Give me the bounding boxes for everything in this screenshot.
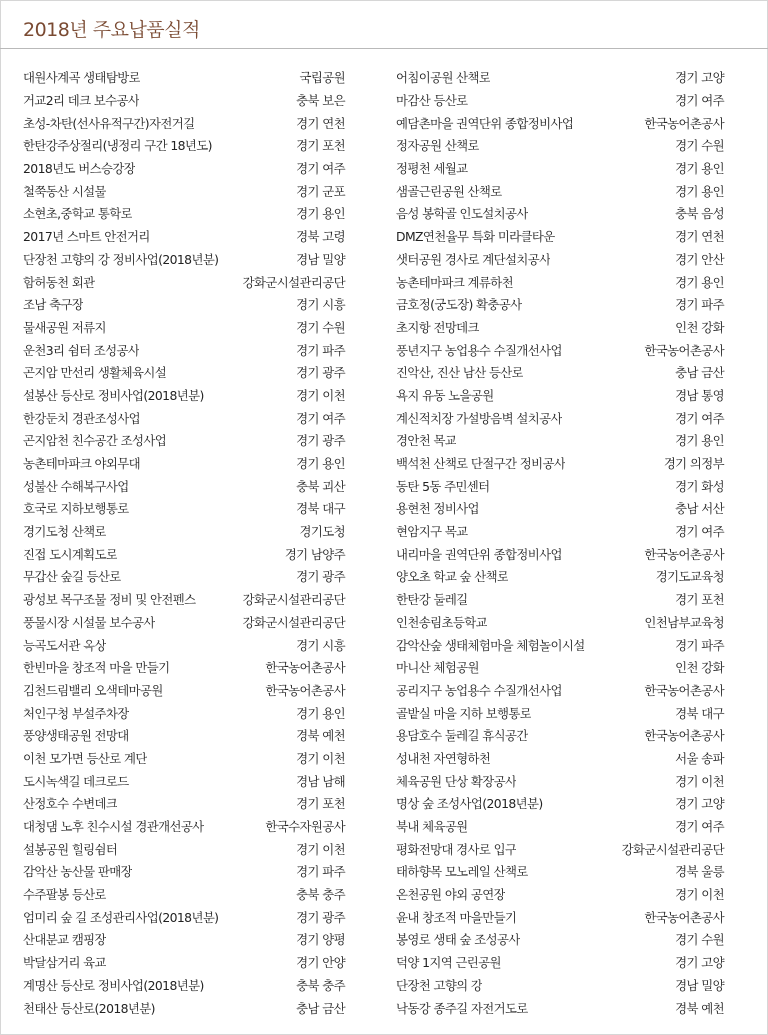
list-item <box>23 701 345 724</box>
list-item <box>396 225 724 248</box>
project-location: 경북 대구 <box>296 501 345 517</box>
list-item <box>23 384 345 407</box>
project-location: 경기 용인 <box>675 274 724 290</box>
project-name: 평화전망대 경사로 입구 <box>396 841 517 857</box>
project-name: 단장천 고향의 강 <box>396 977 483 993</box>
project-location: 경기도청 <box>299 524 345 540</box>
list-item <box>396 429 724 452</box>
project-name: 동탄 5동 주민센터 <box>396 478 490 494</box>
project-name: 산대분교 캠핑장 <box>23 932 106 948</box>
project-name: 계명산 등산로 정비사업(2018년분) <box>23 977 204 993</box>
list-item <box>23 974 345 997</box>
project-location: 충남 금산 <box>675 365 724 381</box>
project-name: 태하향목 모노레일 산책로 <box>396 864 528 880</box>
list-item <box>23 89 345 112</box>
project-name: 감악산숲 생태체험마을 체험놀이시설 <box>396 637 585 653</box>
list-item <box>23 225 345 248</box>
project-name: 경안천 목교 <box>396 433 457 449</box>
project-location: 경기 시흥 <box>296 637 345 653</box>
project-location: 경기 광주 <box>296 365 345 381</box>
list-item <box>396 656 724 679</box>
project-name: 광성보 목구조물 정비 및 안전펜스 <box>23 592 196 608</box>
project-location: 충북 충주 <box>296 887 345 903</box>
list-item <box>23 497 345 520</box>
list-item <box>23 860 345 883</box>
list-item <box>396 474 724 497</box>
project-location: 충남 서산 <box>675 501 724 517</box>
title-divider <box>0 48 768 49</box>
project-location: 강화군시설관리공단 <box>242 592 345 608</box>
project-location: 경기 포천 <box>296 138 345 154</box>
project-name: 계신적치장 가설방음벽 설치공사 <box>396 410 562 426</box>
list-item <box>23 179 345 202</box>
list-item <box>396 157 724 180</box>
project-name: 풍물시장 시설물 보수공사 <box>23 614 155 630</box>
project-name: 한강둔치 경관조성사업 <box>23 410 141 426</box>
project-name: 농촌테마파크 야외무대 <box>23 456 141 472</box>
project-location: 경북 예천 <box>296 728 345 744</box>
project-name: 대원사계곡 생태탐방로 <box>23 70 141 86</box>
project-location: 경기 의정부 <box>663 456 724 472</box>
project-name: 호국로 지하보행통로 <box>23 501 129 517</box>
list-item <box>23 474 345 497</box>
list-item <box>396 701 724 724</box>
project-location: 경기 파주 <box>675 637 724 653</box>
project-location: 경기 화성 <box>675 478 724 494</box>
project-location: 경기 이천 <box>296 387 345 403</box>
list-item <box>396 338 724 361</box>
project-location: 국립공원 <box>299 70 345 86</box>
project-location: 경기 여주 <box>675 524 724 540</box>
project-location: 경기 광주 <box>296 909 345 925</box>
project-location: 경기 이천 <box>675 887 724 903</box>
list-item <box>23 202 345 225</box>
project-name: 정평천 세월교 <box>396 161 468 177</box>
project-location: 경기 양평 <box>296 932 345 948</box>
project-name: 어침이공원 산책로 <box>396 70 491 86</box>
list-item <box>396 724 724 747</box>
list-item <box>396 406 724 429</box>
project-location: 경기 여주 <box>675 410 724 426</box>
project-name: 마감산 등산로 <box>396 93 468 109</box>
list-item <box>396 89 724 112</box>
project-location: 경기 용인 <box>296 705 345 721</box>
project-location: 경기 남양주 <box>284 546 345 562</box>
project-location: 강화군시설관리공단 <box>242 614 345 630</box>
project-location: 한국농어촌공사 <box>644 115 724 131</box>
project-name: 백석천 산책로 단절구간 정비공사 <box>396 456 566 472</box>
list-item <box>23 293 345 316</box>
project-location: 경북 울릉 <box>675 864 724 880</box>
list-item <box>23 905 345 928</box>
list-item <box>396 974 724 997</box>
project-location: 경기 여주 <box>675 819 724 835</box>
project-location: 경기 수원 <box>675 138 724 154</box>
project-name: 정자공원 산책로 <box>396 138 479 154</box>
project-location: 경기 군포 <box>296 183 345 199</box>
list-item <box>23 611 345 634</box>
list-item <box>396 611 724 634</box>
project-location: 경기도교육청 <box>655 569 724 585</box>
list-item <box>396 384 724 407</box>
project-name: 이천 모가면 등산로 계단 <box>23 750 147 766</box>
project-location: 경기 여주 <box>675 93 724 109</box>
project-name: 설봉공원 힐링쉼터 <box>23 841 118 857</box>
list-item <box>23 837 345 860</box>
list-item <box>23 111 345 134</box>
project-name: 성내천 자연형하천 <box>396 750 491 766</box>
project-name: 풍년지구 농업용수 수질개선사업 <box>396 342 562 358</box>
project-location: 경기 여주 <box>296 410 345 426</box>
list-item <box>396 452 724 475</box>
list-item <box>23 792 345 815</box>
project-name: DMZ연천율무 특화 미라클타운 <box>396 229 555 245</box>
project-location: 충북 보은 <box>296 93 345 109</box>
project-location: 한국농어촌공사 <box>644 682 724 698</box>
project-name: 무갑산 숲길 등산로 <box>23 569 121 585</box>
project-location: 경기 고양 <box>675 70 724 86</box>
project-location: 강화군시설관리공단 <box>242 274 345 290</box>
project-location: 경남 통영 <box>675 387 724 403</box>
project-location: 경기 파주 <box>296 342 345 358</box>
list-item <box>396 134 724 157</box>
project-location: 경기 연천 <box>296 115 345 131</box>
list-item <box>396 747 724 770</box>
project-name: 수주팔봉 등산로 <box>23 887 106 903</box>
list-item <box>396 996 724 1019</box>
project-name: 한탄강 둘레길 <box>396 592 468 608</box>
project-name: 거교2리 데크 보수공사 <box>23 93 140 109</box>
project-name: 운천3리 쉼터 조성공사 <box>23 342 140 358</box>
project-name: 곤지암 만선리 생활체육시설 <box>23 365 167 381</box>
page-title: 2018년 주요납품실적 <box>23 19 200 41</box>
project-name: 온천공원 야외 공연장 <box>396 887 506 903</box>
list-item <box>396 497 724 520</box>
project-name: 엄미리 숲 길 조성관리사업(2018년분) <box>23 909 219 925</box>
list-item <box>23 769 345 792</box>
project-name: 용담호수 둘레길 휴식공간 <box>396 728 528 744</box>
project-name: 처인구청 부설주차장 <box>23 705 129 721</box>
project-location: 경기 용인 <box>296 456 345 472</box>
list-item <box>396 316 724 339</box>
list-item <box>396 66 724 89</box>
list-item <box>396 883 724 906</box>
project-name: 골밭실 마을 지하 보행통로 <box>396 705 532 721</box>
project-name: 능곡도서관 옥상 <box>23 637 106 653</box>
project-name: 산정호수 수변데크 <box>23 796 118 812</box>
project-location: 경북 예천 <box>675 1000 724 1016</box>
project-name: 진접 도시계획도로 <box>23 546 118 562</box>
project-name: 풍양생태공원 전망대 <box>23 728 129 744</box>
list-item <box>396 588 724 611</box>
list-item <box>396 293 724 316</box>
project-name: 곤지암천 친수공간 조성사업 <box>23 433 167 449</box>
list-item <box>23 248 345 271</box>
project-location: 경북 고령 <box>296 229 345 245</box>
project-name: 농촌테마파크 계류하천 <box>396 274 514 290</box>
list-item <box>23 883 345 906</box>
project-location: 한국농어촌공사 <box>644 546 724 562</box>
project-name: 김천드림밸리 오색테마공원 <box>23 682 163 698</box>
project-name: 함허동천 회관 <box>23 274 95 290</box>
list-item <box>23 724 345 747</box>
project-name: 낙동강 종주길 자전거도로 <box>396 1000 528 1016</box>
project-location: 경기 광주 <box>296 569 345 585</box>
project-location: 경기 수원 <box>296 319 345 335</box>
project-location: 충북 음성 <box>675 206 724 222</box>
project-name: 한빈마을 창조적 마을 만들기 <box>23 660 170 676</box>
list-item <box>23 134 345 157</box>
list-item <box>23 633 345 656</box>
project-location: 경북 대구 <box>675 705 724 721</box>
project-name: 물새공원 저류지 <box>23 319 106 335</box>
list-item <box>23 429 345 452</box>
list-item <box>23 656 345 679</box>
project-location: 경남 남해 <box>296 773 345 789</box>
project-location: 경기 파주 <box>296 864 345 880</box>
project-location: 한국농어촌공사 <box>265 682 345 698</box>
project-name: 명상 숲 조성사업(2018년분) <box>396 796 543 812</box>
project-name: 샘골근린공원 산책로 <box>396 183 502 199</box>
project-name: 감악산 농산물 판매장 <box>23 864 133 880</box>
list-item <box>23 588 345 611</box>
project-name: 단장천 고향의 강 정비사업(2018년분) <box>23 251 219 267</box>
list-item <box>396 270 724 293</box>
list-item <box>396 928 724 951</box>
project-name: 2018년도 버스승강장 <box>23 161 136 177</box>
list-item <box>396 679 724 702</box>
project-location: 경기 용인 <box>675 433 724 449</box>
list-item <box>396 248 724 271</box>
list-item <box>396 202 724 225</box>
project-name: 경기도청 산책로 <box>23 524 106 540</box>
list-item <box>396 837 724 860</box>
project-location: 한국농어촌공사 <box>644 909 724 925</box>
project-name: 설봉산 등산로 정비사업(2018년분) <box>23 387 204 403</box>
project-location: 경기 용인 <box>675 161 724 177</box>
project-location: 한국농어촌공사 <box>644 342 724 358</box>
project-name: 한탄강주상절리(냉정리 구간 18년도) <box>23 138 212 154</box>
project-name: 초지항 전망데크 <box>396 319 479 335</box>
project-name: 대청댐 노후 친수시설 경관개선공사 <box>23 819 204 835</box>
list-item <box>396 633 724 656</box>
project-name: 성불산 수해복구사업 <box>23 478 129 494</box>
project-location: 경기 용인 <box>675 183 724 199</box>
list-item <box>23 270 345 293</box>
project-location: 충북 괴산 <box>296 478 345 494</box>
project-location: 경기 안양 <box>296 955 345 971</box>
list-item <box>396 815 724 838</box>
project-location: 한국수자원공사 <box>265 819 345 835</box>
list-item <box>396 361 724 384</box>
project-name: 샛터공원 경사로 계단설치공사 <box>396 251 551 267</box>
project-name: 마니산 체험공원 <box>396 660 479 676</box>
project-location: 충남 금산 <box>296 1000 345 1016</box>
list-item <box>23 679 345 702</box>
list-item <box>23 951 345 974</box>
project-location: 인천 강화 <box>675 660 724 676</box>
project-location: 인천남부교육청 <box>644 614 724 630</box>
project-name: 양오초 학교 숲 산책로 <box>396 569 509 585</box>
project-location: 경기 이천 <box>296 841 345 857</box>
project-name: 예담촌마을 권역단위 종합정비사업 <box>396 115 574 131</box>
project-location: 한국농어촌공사 <box>265 660 345 676</box>
project-location: 충북 충주 <box>296 977 345 993</box>
project-location: 경남 밀양 <box>296 251 345 267</box>
list-item <box>23 996 345 1019</box>
list-item <box>396 792 724 815</box>
project-location: 경기 파주 <box>675 297 724 313</box>
project-name: 욕지 유동 노을공원 <box>396 387 494 403</box>
project-name: 천태산 등산로(2018년분) <box>23 1000 155 1016</box>
project-name: 진악산, 진산 남산 등산로 <box>396 365 524 381</box>
project-name: 윤내 창조적 마을만들기 <box>396 909 517 925</box>
list-item <box>23 338 345 361</box>
list-item <box>23 406 345 429</box>
project-location: 강화군시설관리공단 <box>621 841 724 857</box>
list-item <box>396 769 724 792</box>
project-name: 음성 봉학골 인도설치공사 <box>396 206 528 222</box>
project-name: 인천송림초등학교 <box>396 614 487 630</box>
project-location: 경기 이천 <box>296 750 345 766</box>
project-name: 조남 축구장 <box>23 297 84 313</box>
project-name: 2017년 스마트 안전거리 <box>23 229 150 245</box>
list-item <box>23 316 345 339</box>
project-location: 경기 안산 <box>675 251 724 267</box>
project-name: 소현초,중학교 통학로 <box>23 206 133 222</box>
left-column <box>23 66 345 1019</box>
list-item <box>396 179 724 202</box>
list-item <box>23 66 345 89</box>
list-item <box>396 111 724 134</box>
project-location: 경기 고양 <box>675 796 724 812</box>
project-location: 경기 수원 <box>675 932 724 948</box>
project-location: 한국농어촌공사 <box>644 728 724 744</box>
project-name: 금호정(궁도장) 확충공사 <box>396 297 522 313</box>
project-location: 인천 강화 <box>675 319 724 335</box>
list-item <box>23 520 345 543</box>
list-item <box>396 905 724 928</box>
project-name: 내리마을 권역단위 종합정비사업 <box>396 546 562 562</box>
project-name: 공리지구 농업용수 수질개선사업 <box>396 682 562 698</box>
project-location: 경기 광주 <box>296 433 345 449</box>
project-name: 북내 체육공원 <box>396 819 468 835</box>
project-name: 용현천 정비사업 <box>396 501 479 517</box>
project-name: 도시녹색길 데크로드 <box>23 773 129 789</box>
list-item <box>396 542 724 565</box>
project-location: 경기 용인 <box>296 206 345 222</box>
list-item <box>396 520 724 543</box>
project-name: 체육공원 단상 확장공사 <box>396 773 517 789</box>
project-location: 경기 여주 <box>296 161 345 177</box>
project-location: 경기 연천 <box>675 229 724 245</box>
project-name: 초성-차탄(선사유적구간)자전거길 <box>23 115 195 131</box>
project-location: 경기 이천 <box>675 773 724 789</box>
list-item <box>396 565 724 588</box>
list-item <box>23 747 345 770</box>
list-item <box>23 157 345 180</box>
list-item <box>23 565 345 588</box>
project-location: 경기 시흥 <box>296 297 345 313</box>
list-item <box>23 542 345 565</box>
project-location: 경남 밀양 <box>675 977 724 993</box>
project-location: 경기 포천 <box>296 796 345 812</box>
project-name: 철쭉동산 시설물 <box>23 183 106 199</box>
project-name: 덕양 1지역 근린공원 <box>396 955 501 971</box>
list-item <box>396 860 724 883</box>
list-item <box>23 928 345 951</box>
project-name: 봉영로 생태 숲 조성공사 <box>396 932 520 948</box>
list-item <box>396 951 724 974</box>
project-name: 현암지구 목교 <box>396 524 468 540</box>
list-item <box>23 815 345 838</box>
project-location: 경기 포천 <box>675 592 724 608</box>
right-column <box>396 66 724 1019</box>
list-item <box>23 452 345 475</box>
list-item <box>23 361 345 384</box>
project-name: 박달삼거리 육교 <box>23 955 106 971</box>
project-location: 경기 고양 <box>675 955 724 971</box>
project-location: 서울 송파 <box>675 750 724 766</box>
